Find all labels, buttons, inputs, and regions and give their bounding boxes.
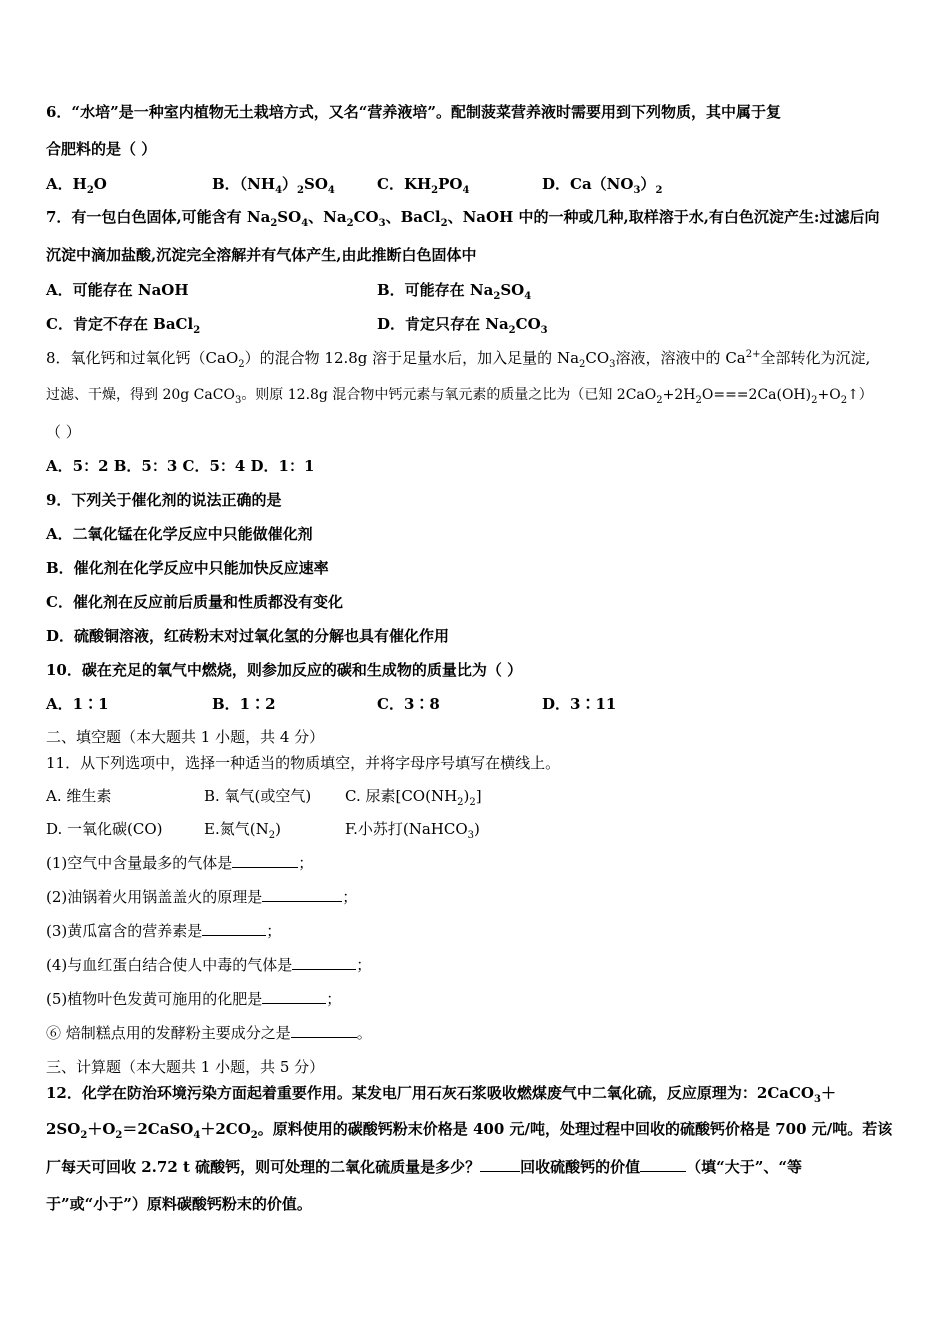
q11-sub5: (5)植物叶色发黄可施用的化肥是 ； (46, 990, 342, 1008)
q6-option-c: C．$KH_2PO_4$ (377, 175, 470, 196)
q8-options: A．5：2 B．5：3 C．5：4 D．1：1 (46, 457, 315, 475)
q11-sub4: (4)与血红蛋白结合使人中毒的气体是 ； (46, 956, 372, 974)
q7-stem-line2: 沉淀中滴加盐酸,沉淀完全溶解并有气体产生,由此推断白色固体中 (46, 246, 477, 264)
q11-sub6-blank[interactable] (291, 1023, 357, 1038)
q10-option-d: D．3∶11 (542, 695, 617, 713)
q11-option-d: D. 一氧化碳(CO) (46, 820, 163, 838)
q11-option-f: F.小苏打(NaHCO$_3$) (345, 820, 480, 841)
q8-stem-line1: 8．氧化钙和过氧化钙（CaO$_2$）的混合物 12.8g 溶于足量水后，加入足量的 $Na_2CO_3$溶液，溶液中的 $Ca^{2+}$全部转化为沉淀, (46, 349, 871, 370)
q11-sub3: (3)黄瓜富含的营养素是 ； (46, 922, 282, 940)
q12-compare-blank[interactable] (640, 1157, 686, 1172)
q9-option-a: A．二氧化锰在化学反应中只能做催化剂 (46, 525, 313, 543)
q7-option-a: A．可能存在 NaOH (46, 281, 189, 299)
q6-stem-line1: 6．“水培”是一种室内植物无土栽培方式，又名“营养液培”。配制菠菜营养液时需要用到下列物质，其中属于复 (46, 103, 781, 121)
q8-stem-line2: 过滤、干燥，得到 20g CaCO$_3$。则原 12.8g 混合物中钙元素与氧元素的质量之比为（已知 $2CaO_2+2H_2O===2Ca(OH)_2+O_2↑$） (46, 387, 873, 406)
q12-mass-blank[interactable] (480, 1157, 520, 1172)
q9-option-d: D．硫酸铜溶液，红砖粉末对过氧化氢的分解也具有催化作用 (46, 627, 450, 645)
q11-option-e: E.氮气$(N_2)$ (204, 820, 281, 841)
q7-stem-line1: 7．有一包白色固体,可能含有 $Na_2SO_4$、$Na_2CO_3$、BaCl$_2$、NaOH 中的一种或几种,取样溶于水,有白色沉淀产生:过滤后向 (46, 208, 880, 229)
section3-heading: 三、计算题（本大题共 1 小题，共 5 分） (46, 1058, 325, 1076)
q12-stem-line4: 于”或“小于”）原料碳酸钙粉末的价值。 (46, 1195, 312, 1213)
q6-stem-line2: 合肥料的是（ ） (46, 140, 157, 158)
q11-sub2-blank[interactable] (262, 887, 342, 902)
q11-sub6: ⑥ 焙制糕点用的发酵粉主要成分之是 。 (46, 1024, 372, 1042)
q6-option-b: B．$(NH_4)_2SO_4$ (212, 175, 335, 196)
q10-stem: 10．碳在充足的氧气中燃烧，则参加反应的碳和生成物的质量比为（ ） (46, 661, 523, 679)
q8-answer-paren: （ ） (46, 423, 81, 441)
q10-option-a: A．1∶1 (46, 695, 109, 713)
q6-option-a: A．$H_2O$ (46, 175, 107, 196)
q9-option-b: B．催化剂在化学反应中只能加快反应速率 (46, 559, 329, 577)
q7-option-d: D．肯定只存在 $Na_2CO_3$ (377, 315, 548, 336)
q11-option-c: C. 尿素$[CO(NH_2)_2]$ (345, 787, 482, 808)
q11-sub5-blank[interactable] (262, 989, 326, 1004)
q10-option-c: C．3∶8 (377, 695, 440, 713)
q9-option-c: C．催化剂在反应前后质量和性质都没有变化 (46, 593, 343, 611)
q10-option-b: B．1∶2 (212, 695, 276, 713)
q6-option-d: D．$Ca(NO_3)_2$ (542, 175, 663, 196)
q11-stem: 11．从下列选项中，选择一种适当的物质填空，并将字母序号填写在横线上。 (46, 754, 561, 772)
q7-option-c: C．肯定不存在 BaCl$_2$ (46, 315, 201, 336)
q11-sub3-blank[interactable] (202, 921, 266, 936)
q11-sub4-blank[interactable] (292, 955, 356, 970)
q11-option-a: A. 维生素 (46, 787, 112, 805)
q12-stem-line3: 厂每天可回收 2.72 t 硫酸钙，则可处理的二氧化硫质量是多少？ 回收硫酸钙的价值 （填“大于”、“等 (46, 1158, 803, 1176)
q11-sub1: (1)空气中含量最多的气体是 ； (46, 854, 314, 872)
q9-stem: 9．下列关于催化剂的说法正确的是 (46, 491, 282, 509)
q7-option-b: B．可能存在 $Na_2SO_4$ (377, 281, 532, 302)
q12-stem-line1: 12．化学在防治环境污染方面起着重要作用。某发电厂用石灰石浆吸收燃煤废气中二氧化硫，反应原理为：2CaCO$_3$＋ (46, 1084, 836, 1105)
q11-option-b: B. 氧气(或空气) (204, 787, 312, 805)
q12-stem-line2: $2SO_2+O_2=2CaSO_4+2CO_2$。原料使用的碳酸钙粉末价格是 400 元/吨，处理过程中回收的硫酸钙价格是 700 元/吨。若该 (46, 1120, 893, 1141)
q11-sub1-blank[interactable] (232, 853, 298, 868)
q11-sub2: (2)油锅着火用锅盖盖火的原理是 ； (46, 888, 358, 906)
section2-heading: 二、填空题（本大题共 1 小题，共 4 分） (46, 728, 325, 746)
